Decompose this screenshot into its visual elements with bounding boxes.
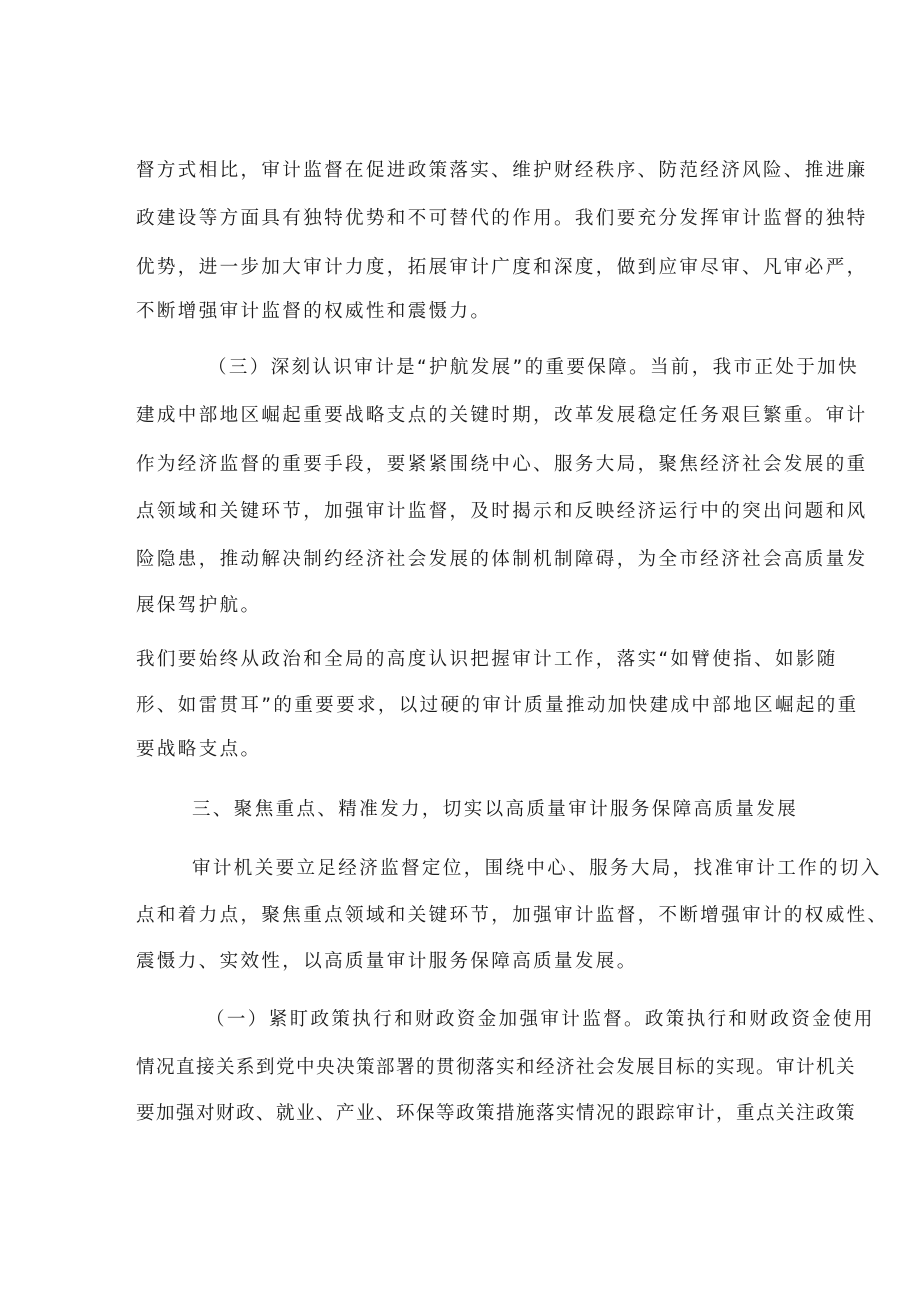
text-line: 震慑力、实效性，以高质量审计服务保障高质量发展。	[136, 951, 638, 972]
text-line: （三）深刻认识审计是“护航发展”的重要保障。当前，我市正处于加快	[208, 357, 859, 378]
section-heading: 三、聚焦重点、精准发力，切实以高质量审计服务保障高质量发展	[192, 799, 799, 820]
text-line: 要加强对财政、就业、产业、环保等政策措施落实情况的跟踪审计，重点关注政策	[136, 1103, 857, 1124]
text-line: 优势，进一步加大审计力度，拓展审计广度和深度，做到应审尽审、凡审必严，	[136, 257, 868, 278]
text-line: 审计机关要立足经济监督定位，围绕中心、服务大局，找准审计工作的切入	[192, 858, 882, 879]
text-line: 作为经济监督的重要手段，要紧紧围绕中心、服务大局，聚焦经济社会发展的重	[136, 454, 868, 475]
text-line: 要战略支点。	[136, 739, 262, 760]
text-line: （一）紧盯政策执行和财政资金加强审计监督。政策执行和财政资金使用	[206, 1009, 875, 1030]
text-line: 形、如雷贯耳”的重要要求，以过硬的审计质量推动加快建成中部地区崛起的重	[136, 695, 859, 716]
text-line: 险隐患，推动解决制约经济社会发展的体制机制障碍，为全市经济社会高质量发	[136, 549, 868, 570]
text-line: 督方式相比，审计监督在促进政策落实、维护财经秩序、防范经济风险、推进廉	[136, 160, 868, 181]
text-line: 点和着力点，聚焦重点领域和关键环节，加强审计监督，不断增强审计的权威性、	[136, 905, 889, 926]
text-line: 建成中部地区崛起重要战略支点的关键时期，改革发展稳定任务艰巨繁重。审计	[136, 405, 868, 426]
text-line: 政建设等方面具有独特优势和不可替代的作用。我们要充分发挥审计监督的独特	[136, 208, 868, 229]
text-line: 情况直接关系到党中央决策部署的贯彻落实和经济社会发展目标的实现。审计机关	[136, 1057, 857, 1078]
text-line: 我们要始终从政治和全局的高度认识把握审计工作，落实“如臂使指、如影随	[136, 649, 838, 670]
text-line: 不断增强审计监督的权威性和震慑力。	[136, 301, 492, 322]
text-line: 点领域和关键环节，加强审计监督，及时揭示和反映经济运行中的突出问题和风	[136, 501, 868, 522]
text-line: 展保驾护航。	[136, 595, 262, 616]
